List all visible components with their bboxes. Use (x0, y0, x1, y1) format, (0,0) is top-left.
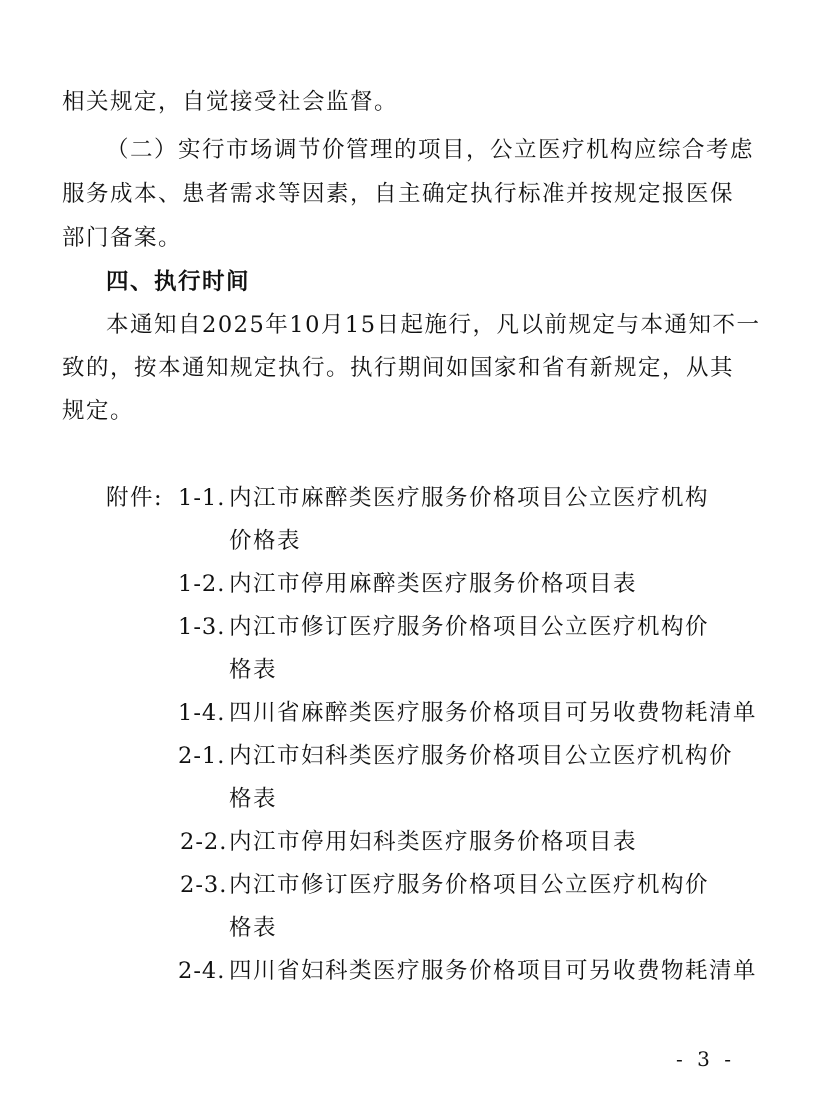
paragraph-line: 服务成本、患者需求等因素，自主确定执行标准并按规定报医保 (62, 181, 735, 207)
paragraph-line: 相关规定，自觉接受社会监督。 (62, 89, 399, 115)
attachment-title-continued: 格表 (229, 915, 278, 941)
attachment-title: 四川省妇科类医疗服务价格项目可另收费物耗清单 (229, 958, 758, 984)
attachment-title-continued: 格表 (229, 657, 278, 683)
attachment-title: 内江市停用妇科类医疗服务价格项目表 (229, 829, 638, 855)
paragraph-line: （二）实行市场调节价管理的项目，公立医疗机构应综合考虑 (106, 137, 755, 163)
attachment-title: 内江市修订医疗服务价格项目公立医疗机构价 (229, 614, 710, 640)
section-heading: 四、执行时间 (106, 269, 251, 295)
attachment-title-continued: 格表 (229, 786, 278, 812)
paragraph-line: 本通知自2025年10月15日起施行，凡以前规定与本通知不一 (106, 312, 761, 338)
attachment-title: 内江市停用麻醉类医疗服务价格项目表 (229, 571, 638, 597)
paragraph-line: 规定。 (62, 398, 135, 424)
paragraph-line: 致的，按本通知规定执行。执行期间如国家和省有新规定，从其 (62, 355, 735, 381)
attachment-number: 1-1. (178, 485, 226, 511)
attachment-title: 内江市修订医疗服务价格项目公立医疗机构价 (229, 872, 710, 898)
attachment-number: 2-4. (178, 958, 226, 984)
attachment-number: 1-3. (178, 614, 226, 640)
paragraph-line: 部门备案。 (62, 225, 183, 251)
attachment-number: 2-1. (178, 743, 226, 769)
page-number: - 3 - (676, 1047, 735, 1071)
attachment-title: 内江市麻醉类医疗服务价格项目公立医疗机构 (229, 485, 710, 511)
attachment-number: 1-2. (178, 571, 226, 597)
attachments-label: 附件: (106, 485, 164, 511)
attachment-number: 2-2. (180, 829, 228, 855)
attachment-title: 四川省麻醉类医疗服务价格项目可另收费物耗清单 (229, 700, 758, 726)
attachment-number: 2-3. (180, 872, 228, 898)
attachment-title: 内江市妇科类医疗服务价格项目公立医疗机构价 (229, 743, 734, 769)
attachment-title-continued: 价格表 (229, 528, 302, 554)
attachment-number: 1-4. (178, 700, 226, 726)
